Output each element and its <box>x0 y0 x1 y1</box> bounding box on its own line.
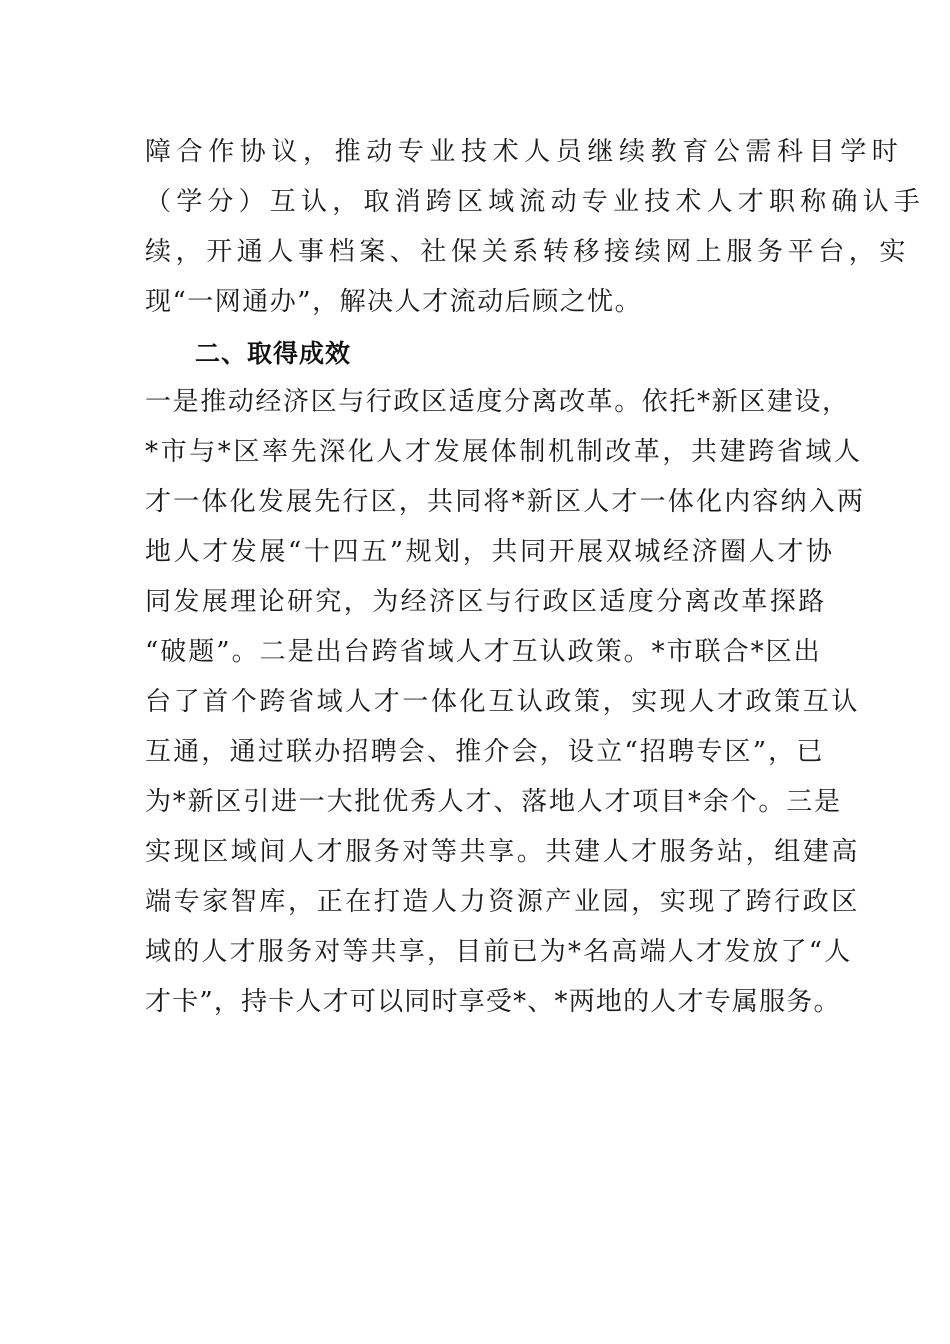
body-line-9: 为*新区引进一大批优秀人才、落地人才项目*余个。三是 <box>145 787 842 817</box>
body-line-4: 地人才发展“十四五”规划，共同开展双城经济圈人才协 <box>145 537 835 567</box>
intro-line-2: （学分）互认，取消跨区域流动专业技术人才职称确认手 <box>145 187 926 217</box>
body-line-11: 端专家智库，正在打造人力资源产业园，实现了跨行政区 <box>145 887 861 917</box>
body-line-5: 同发展理论研究，为经济区与行政区适度分离改革探路 <box>145 587 827 617</box>
body-line-13: 才卡”，持卡人才可以同时享受*、*两地的人才专属服务。 <box>145 987 841 1017</box>
section-heading: 二、取得成效 <box>195 339 352 368</box>
body-line-2: *市与*区率先深化人才发展体制机制改革，共建跨省域人 <box>145 437 863 467</box>
intro-line-3: 续，开通人事档案、社保关系转移接续网上服务平台，实 <box>145 237 911 267</box>
body-line-6: “破题”。二是出台跨省域人才互认政策。*市联合*区出 <box>145 637 822 667</box>
body-line-12: 域的人才服务对等共享，目前已为*名高端人才发放了“人 <box>145 937 853 967</box>
body-line-1: 一是推动经济区与行政区适度分离改革。依托*新区建设， <box>145 387 850 417</box>
body-line-8: 互通，通过联办招聘会、推介会，设立“招聘专区”，已 <box>145 737 825 767</box>
body-line-10: 实现区域间人才服务对等共享。共建人才服务站，组建高 <box>145 837 861 867</box>
body-line-3: 才一体化发展先行区，共同将*新区人才一体化内容纳入两 <box>145 487 866 517</box>
intro-line-1: 障合作协议，推动专业技术人员继续教育公需科目学时 <box>145 137 904 167</box>
intro-line-4: 现“一网通办”，解决人才流动后顾之忧。 <box>145 287 643 317</box>
body-line-7: 台了首个跨省域人才一体化互认政策，实现人才政策互认 <box>145 687 861 717</box>
